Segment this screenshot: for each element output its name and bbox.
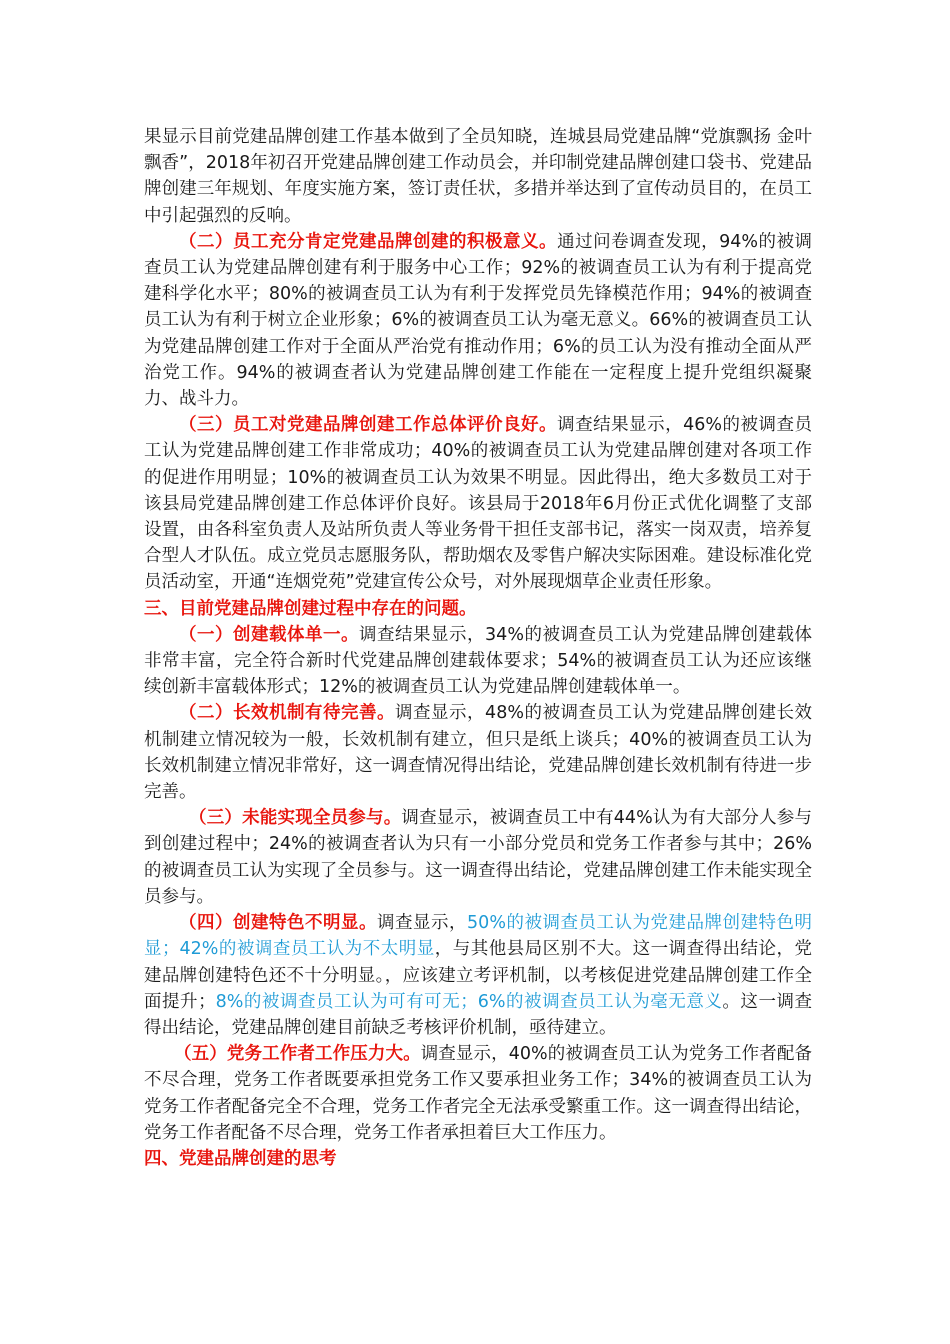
paragraph-distinctive-features <box>144 910 812 1041</box>
paragraph-long-term-mechanism <box>144 700 812 805</box>
paragraph-text: 调查显示， <box>377 913 468 934</box>
subsection-heading: （五）党务工作者工作压力大。 <box>174 1044 421 1065</box>
paragraph-text: ，与其他县局区别不大。这一调查得出结论，党建品牌创建特色还不十分明显。，应该建立考评机制，以考核促进党建品牌创建工作全面提升； <box>144 939 812 1012</box>
paragraph-single-carrier <box>144 622 812 701</box>
paragraph-text: 通过问卷调查发现，94%的被调查员工认为党建品牌创建有利于服务中心工作；92%的被调查员工认为有利于提高党建科学化水平；80%的被调查员工认为有利于发挥党员先锋模范作用；94%的被调查员工认为有利于树立企业形象；6%的被调查员工认为毫无意义。66%的被调查员工认为党建品牌创建工作对于全面从严治党有推动作用；6%的员工认为没有推动全面从严治党工作。94%的被调查者认为党建品牌创建工作能在一定程度上提升党组织凝聚力、战斗力。 <box>144 231 812 410</box>
section-title: 三、目前党建品牌创建过程中存在的问题。 <box>144 598 477 619</box>
paragraph-text: 果显示目前党建品牌创建工作基本做到了全员知晓，连城县局党建品牌“党旗飘扬 金叶飘香”，2018年初召开党建品牌创建工作动员会，并印制党建品牌创建口袋书、党建品牌创建三年规划、年度实施方案，签订责任状，多措并举达到了宣传动员目的，在员工中引起强烈的反响。 <box>144 127 812 226</box>
paragraph-text: 调查结果显示，46%的被调查员工认为党建品牌创建工作非常成功；40%的被调查员工认为党建品牌创建对各项工作的促进作用明显；10%的被调查员工认为效果不明显。因此得出，绝大多数员工对于该县局党建品牌创建工作总体评价良好。该县局于2018年6月份正式优化调整了支部设置，由各科室负责人及站所负责人等业务骨干担任支部书记，落实一岗双责，培养复合型人才队伍。成立党员志愿服务队，帮助烟农及零售户解决实际困难。建设标准化党员活动室，开通“连烟党苑”党建宣传公众号，对外展现烟草企业责任形象。 <box>144 415 812 593</box>
subsection-heading: （二）员工充分肯定党建品牌创建的积极意义。 <box>179 231 558 252</box>
paragraph-full-participation <box>144 805 812 910</box>
section-heading-reflections <box>144 1146 812 1172</box>
paragraph-work-pressure <box>144 1041 812 1146</box>
paragraph-text: 调查结果显示，34%的被调查员工认为党建品牌创建载体非常丰富，完全符合新时代党建品牌创建载体要求；54%的被调查员工认为还应该继续创新丰富载体形式；12%的被调查员工认为党建品牌创建载体单一。 <box>144 624 812 698</box>
paragraph-intro <box>144 124 812 229</box>
subsection-heading: （二）长效机制有待完善。 <box>179 703 396 724</box>
highlighted-text: 8%的被调查员工认为可有可无；6%的被调查员工认为毫无意义 <box>215 991 723 1012</box>
paragraph-positive-significance <box>144 229 812 412</box>
paragraph-overall-evaluation <box>144 412 812 595</box>
subsection-heading: （一）创建载体单一。 <box>179 624 360 645</box>
section-heading-problems <box>144 596 812 622</box>
paragraph-text: 调查显示，被调查员工中有44%认为有大部分人参与到创建过程中；24%的被调查者认为只有一小部分党员和党务工作者参与其中；26%的被调查员工认为实现了全员参与。这一调查得出结论，党建品牌创建工作未能实现全员参与。 <box>144 808 812 907</box>
subsection-heading: （三）未能实现全员参与。 <box>189 808 402 829</box>
subsection-heading: （三）员工对党建品牌创建工作总体评价良好。 <box>179 415 558 436</box>
paragraph-text: 。这一调查得出结论，党建品牌创建目前缺乏考核评价机制，亟待建立。 <box>144 991 813 1038</box>
section-title: 四、党建品牌创建的思考 <box>144 1148 337 1169</box>
paragraph-text: 调查显示，48%的被调查员工认为党建品牌创建长效机制建立情况较为一般，长效机制有建立，但只是纸上谈兵；40%的被调查员工认为长效机制建立情况非常好，这一调查情况得出结论，党建品牌创建长效机制有待进一步完善。 <box>144 703 813 803</box>
highlighted-text: 50%的被调查员工认为党建品牌创建特色明显；42%的被调查员工认为不太明显 <box>144 913 812 960</box>
subsection-heading: （四）创建特色不明显。 <box>179 913 378 934</box>
paragraph-text: 调查显示，40%的被调查员工认为党务工作者配备不尽合理，党务工作者既要承担党务工作又要承担业务工作；34%的被调查员工认为党务工作者配备完全不合理，党务工作者完全无法承受繁重工作。这一调查得出结论，党务工作者配备不尽合理，党务工作者承担着巨大工作压力。 <box>144 1044 812 1143</box>
document-body <box>144 124 812 1172</box>
